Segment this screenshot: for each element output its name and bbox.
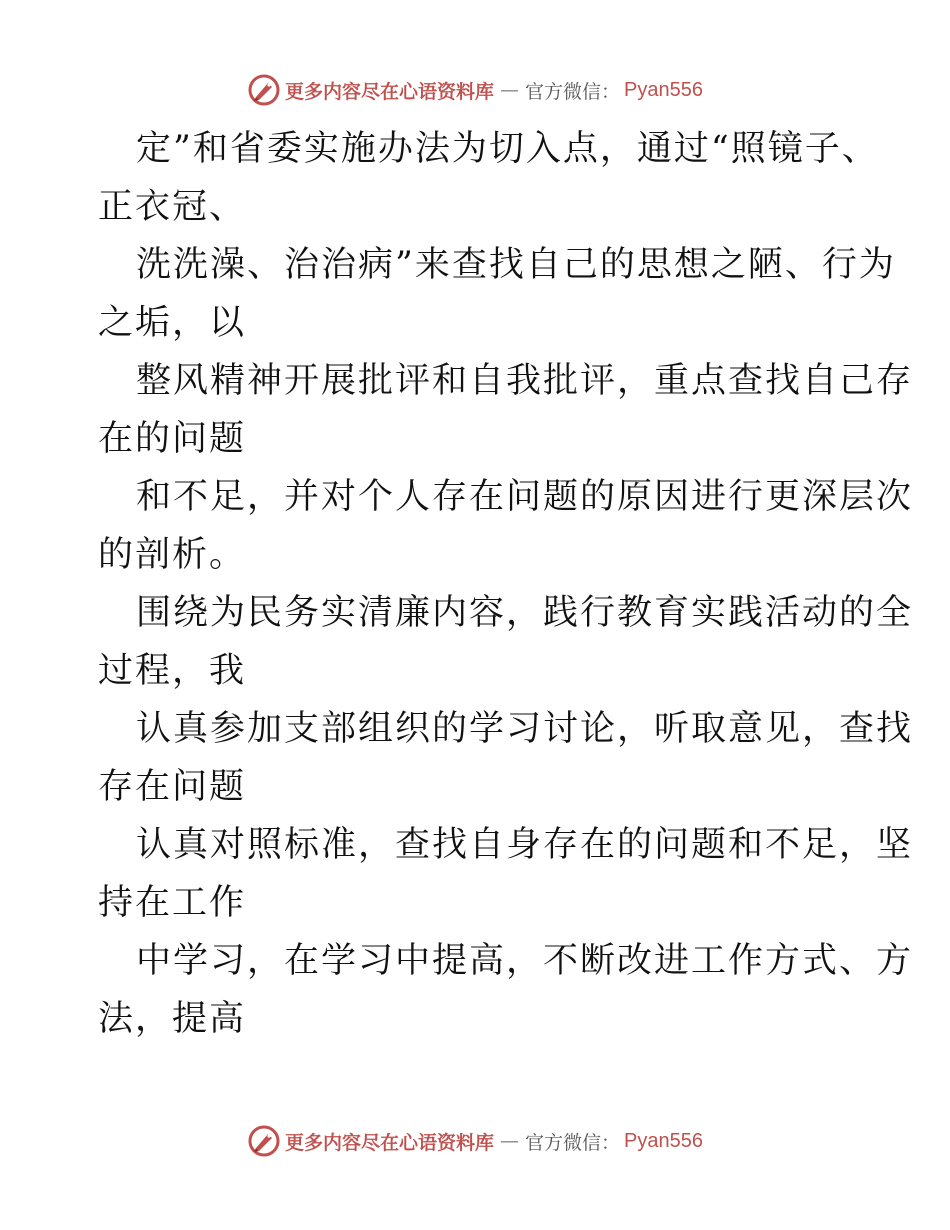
body-line: 围绕为民务实清廉内容，践行教育实践活动的全 (136, 593, 914, 633)
body-line: 过程，我 (98, 651, 247, 691)
document-body (98, 120, 914, 1048)
body-line: 和不足，并对个人存在问题的原因进行更深层次 (136, 477, 914, 517)
body-line: 洗洗澡、治治病”来查找自己的思想之陋、行为 (136, 245, 896, 285)
body-line: 中学习，在学习中提高，不断改进工作方式、方 (136, 941, 914, 981)
body-line: 的剖析。 (98, 535, 247, 575)
body-line: 持在工作 (98, 883, 247, 923)
footer-wechat-label: 官方微信： (525, 1131, 621, 1154)
body-line: 之垢，以 (98, 303, 247, 343)
footer-banner-text: 更多内容尽在心语资料库 (285, 1131, 495, 1154)
footer-wechat-id: Pyan556 (624, 1129, 703, 1152)
pen-nib-logo-icon (247, 73, 281, 107)
body-line: 整风精神开展批评和自我批评，重点查找自己存 (136, 361, 914, 401)
header-banner-text: 更多内容尽在心语资料库 (285, 80, 495, 103)
footer-banner (0, 1121, 950, 1161)
body-line: 认真对照标准，查找自身存在的问题和不足，坚 (136, 825, 914, 865)
header-wechat-label: 官方微信： (525, 80, 621, 103)
header-banner (0, 70, 950, 110)
body-line: 法，提高 (98, 999, 247, 1039)
footer-banner-separator: — (500, 1130, 520, 1152)
body-line: 在的问题 (98, 419, 247, 459)
body-line: 正衣冠、 (98, 187, 247, 227)
header-wechat-id: Pyan556 (624, 78, 703, 101)
body-line: 定”和省委实施办法为切入点，通过“照镜子、 (136, 129, 879, 169)
pen-nib-logo-icon (247, 1124, 281, 1158)
body-line: 认真参加支部组织的学习讨论，听取意见，查找 (136, 709, 914, 749)
header-banner-separator: — (500, 79, 520, 101)
body-line: 存在问题 (98, 767, 247, 807)
